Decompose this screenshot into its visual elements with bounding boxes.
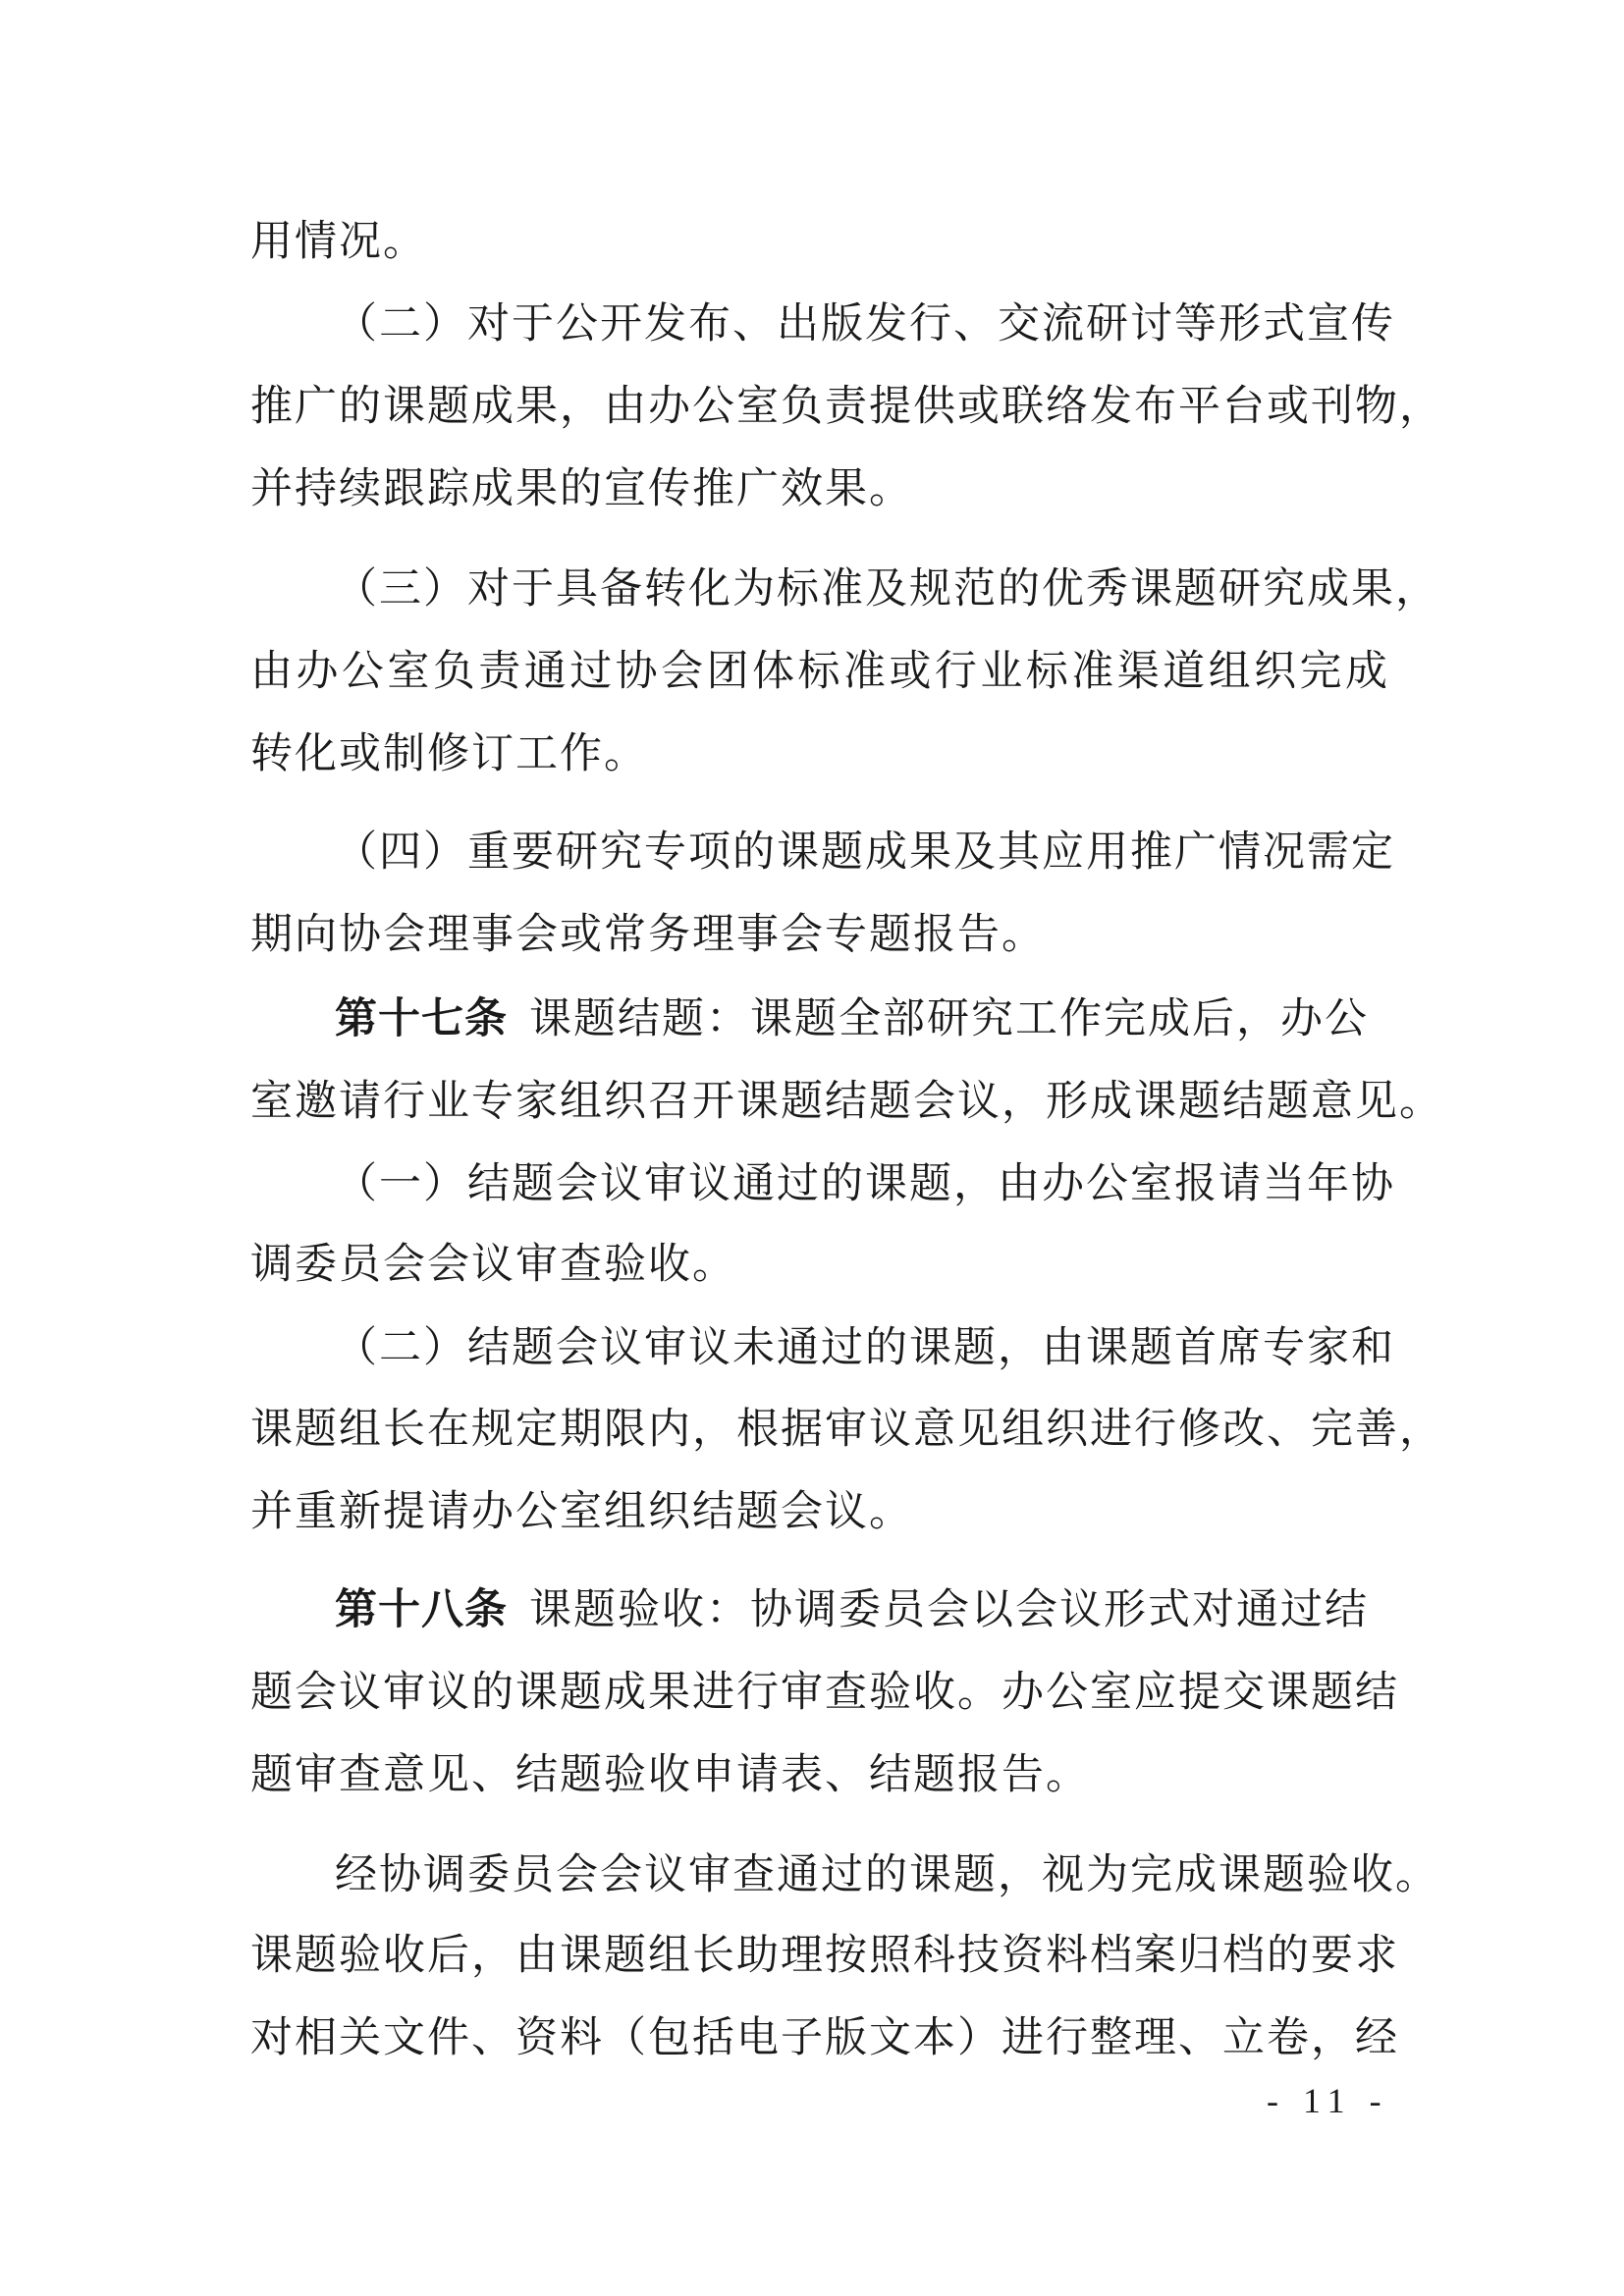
text-line: 课题组长在规定期限内，根据审议意见组织进行修改、完善，	[250, 1405, 1443, 1454]
text-line: 经协调委员会会议审查通过的课题，视为完成课题验收。	[335, 1850, 1439, 1899]
text-line: （三）对于具备转化为标准及规范的优秀课题研究成果，	[335, 564, 1439, 614]
article-heading: 第十七条	[335, 994, 508, 1043]
text-line: 期向协会理事会或常务理事会专题报告。	[250, 910, 1046, 959]
article-heading: 第十八条	[335, 1585, 508, 1634]
text-line: 题审查意见、结题验收申请表、结题报告。	[250, 1750, 1090, 1799]
article-17-line: 第十七条 课题结题：课题全部研究工作完成后，办公	[335, 994, 1369, 1043]
text-line: 并重新提请办公室组织结题会议。	[250, 1487, 913, 1536]
text-line: 并持续跟踪成果的宣传推广效果。	[250, 464, 913, 513]
text-line: 对相关文件、资料（包括电子版文本）进行整理、立卷，经	[250, 2013, 1399, 2062]
article-18-line: 第十八条 课题验收：协调委员会以会议形式对通过结	[335, 1585, 1369, 1634]
text-line: 推广的课题成果，由办公室负责提供或联络发布平台或刊物，	[250, 382, 1443, 431]
text-line: 室邀请行业专家组织召开课题结题会议，形成课题结题意见。	[250, 1077, 1443, 1126]
text-line: （四）重要研究专项的课题成果及其应用推广情况需定	[335, 828, 1395, 877]
text-line: （一）结题会议审议通过的课题，由办公室报请当年协	[335, 1159, 1395, 1208]
text-line: 课题验收后，由课题组长助理按照科技资料档案归档的要求	[250, 1931, 1399, 1980]
text-line: 转化或制修订工作。	[250, 729, 648, 778]
text-line: 调委员会会议审查验收。	[250, 1240, 736, 1289]
page-number: - 11 -	[1267, 2081, 1389, 2120]
text-line: （二）结题会议审议未通过的课题，由课题首席专家和	[335, 1323, 1395, 1372]
text-line: （二）对于公开发布、出版发行、交流研讨等形式宣传	[335, 299, 1395, 348]
text-line: 用情况。	[250, 217, 427, 266]
text-line: 题会议审议的课题成果进行审查验收。办公室应提交课题结	[250, 1668, 1399, 1717]
text-line: 由办公室负责通过协会团体标准或行业标准渠道组织完成	[250, 647, 1389, 696]
